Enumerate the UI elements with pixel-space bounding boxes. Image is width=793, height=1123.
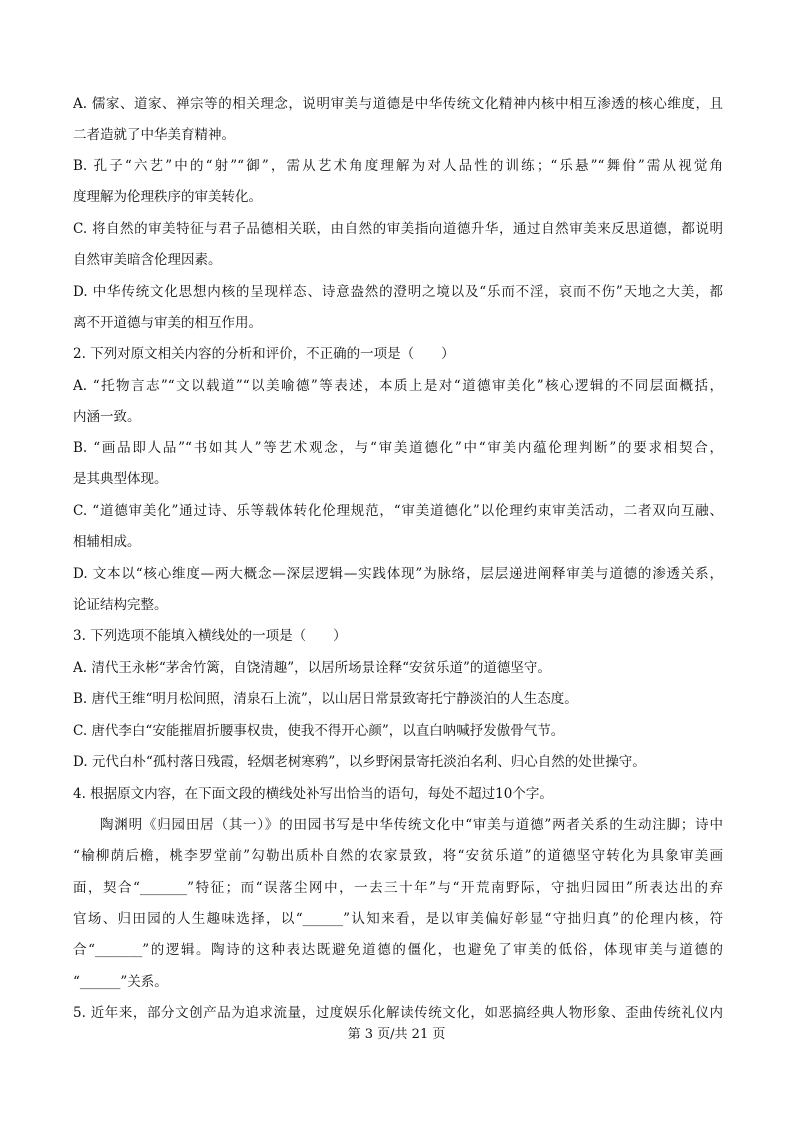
q2-option-c: C. “道德审美化”通过诗、乐等载体转化伦理规范，“审美道德化”以伦理约束审美活动，二者双向互融、 [73, 503, 723, 519]
q2-option-c-cont: 相辅相成。 [73, 534, 141, 550]
q2-option-b: B. “画品即人品”“书如其人”等艺术观念，与“审美道德化”中“审美内蕴伦理判断”的要求相契合， [73, 440, 723, 456]
q4-stem: 4. 根据原文内容，在下面文段的横线处补写出恰当的语句，每处不超过10个字。 [73, 786, 553, 802]
q1-option-a: A. 儒家、道家、禅宗等的相关理念，说明审美与道德是中华传统文化精神内核中相互渗透的核心维度，且 [73, 96, 723, 112]
q1-option-c-cont: 自然审美暗含伦理因素。 [73, 252, 222, 268]
q2-option-d-cont: 论证结构完整。 [73, 597, 168, 613]
q4-passage-line: “______”关系。 [73, 974, 168, 990]
q2-option-a: A. “托物言志”“文以载道”“以美喻德”等表述，本质上是对“道德审美化”核心逻辑的不同层面概括， [73, 378, 723, 394]
q1-option-b-cont: 度理解为伦理秩序的审美转化。 [73, 189, 262, 205]
q3-option-a: A. 清代王永彬“茅舍竹篱，自饶清趣”，以居所场景诠释“安贫乐道”的道德坚守。 [73, 660, 551, 676]
q1-option-d: D. 中华传统文化思想内核的呈现样态、诗意盎然的澄明之境以及“乐而不淫，哀而不伤”天地之大美，都 [73, 284, 723, 300]
q2-option-a-cont: 内涵一致。 [73, 409, 141, 425]
q4-passage-line: 合“_______”的逻辑。陶诗的这种表达既避免道德的僵化，也避免了审美的低俗，体现审美与道德的 [73, 942, 723, 958]
q1-option-d-cont: 离不开道德与审美的相互作用。 [73, 315, 262, 331]
q3-option-c: C. 唐代李白“安能摧眉折腰事权贵，使我不得开心颜”，以直白呐喊抒发傲骨气节。 [73, 723, 565, 739]
q3-option-b: B. 唐代王维“明月松间照，清泉石上流”，以山居日常景致寄托宁静淡泊的人生态度。 [73, 691, 578, 707]
q1-option-a-cont: 二者造就了中华美育精神。 [73, 127, 235, 143]
q2-stem: 2. 下列对原文相关内容的分析和评价，不正确的一项是（ ） [73, 346, 455, 362]
q5-stem: 5. 近年来，部分文创产品为追求流量，过度娱乐化解读传统文化，如恶搞经典人物形象、歪曲传统礼仪内 [73, 1005, 723, 1021]
q3-option-d: D. 元代白朴“孤村落日残霞，轻烟老树寒鸦”，以乡野闲景寄托淡泊名利、归心自然的处世操守。 [73, 754, 646, 770]
q4-passage-line: 官场、归田园的人生趣味选择，以“______”认知来看，是以审美偏好彰显“守拙归真”的伦理内核，符 [73, 911, 723, 927]
q2-option-d: D. 文本以“核心维度—两大概念—深层逻辑—实践体现”为脉络，层层递进阐释审美与道德的渗透关系， [73, 566, 723, 582]
q1-option-c: C. 将自然的审美特征与君子品德相关联，由自然的审美指向道德升华，通过自然审美来反思道德，都说明 [73, 221, 723, 237]
q1-option-b: B. 孔子“六艺”中的“射”“御”，需从艺术角度理解为对人品性的训练；“乐悬”“舞佾”需从视觉角 [73, 158, 723, 174]
q2-option-b-cont: 是其典型体现。 [73, 471, 168, 487]
q4-passage-line: 陶渊明《归园田居（其一）》的田园书写是中华传统文化中“审美与道德”两者关系的生动注脚；诗中 [100, 817, 723, 833]
q3-stem: 3. 下列选项不能填入横线处的一项是（ ） [73, 628, 347, 644]
q4-passage-line: “榆柳荫后檐，桃李罗堂前”勾勒出质朴自然的农家景致，将“安贫乐道”的道德坚守转化为具象审美画 [73, 848, 723, 864]
q4-passage-line: 面，契合“_______”特征；而“误落尘网中，一去三十年”与“开荒南野际，守拙归园田”所表达出的弃 [73, 880, 723, 896]
page-number-footer: 第 3 页/共 21 页 [347, 1027, 446, 1042]
